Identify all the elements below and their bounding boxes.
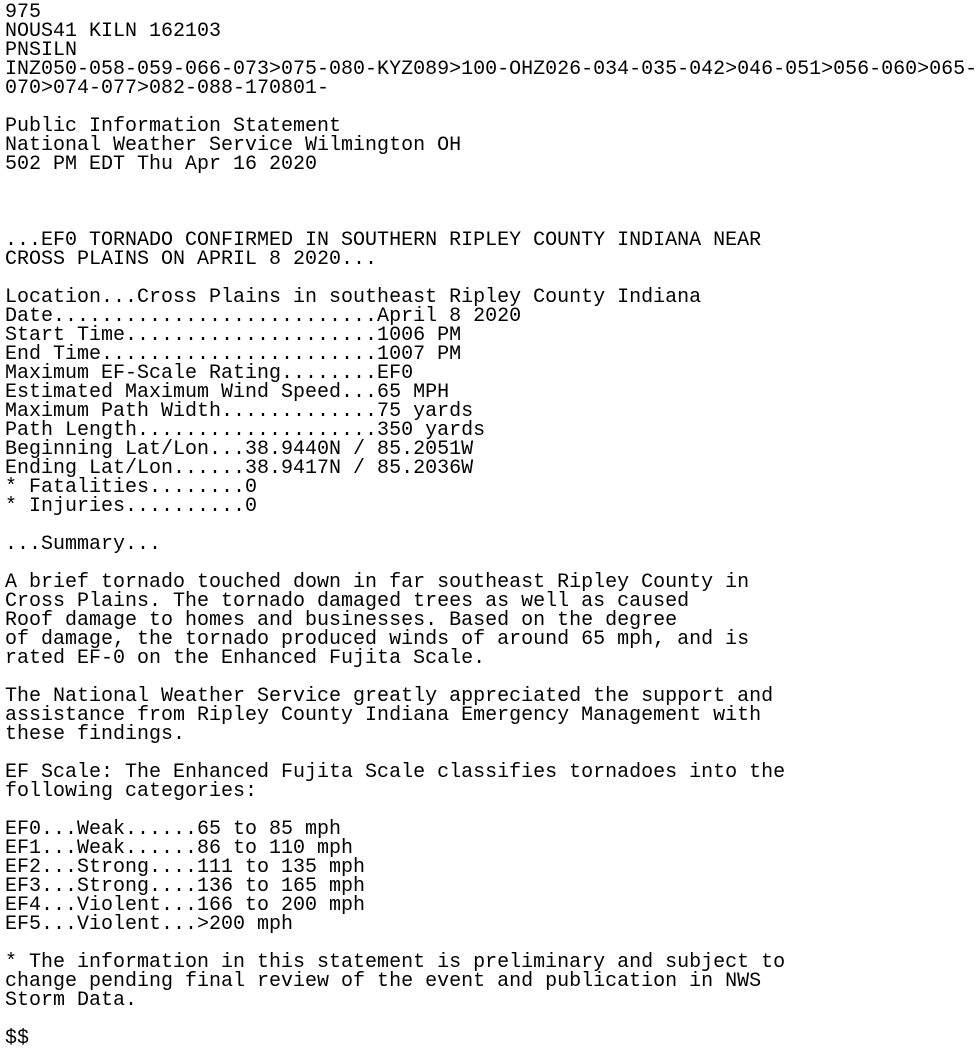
detail-ef-rating: Maximum EF-Scale Rating........EF0 — [5, 362, 414, 385]
ef-scale-intro-line: EF Scale: The Enhanced Fujita Scale classifies tornadoes into the — [5, 761, 786, 784]
zone-codes-line-1: INZ050-058-059-066-073>075-080-KYZ089>100-OHZ026-034-035-042>046-051>056-060>065- — [5, 58, 978, 81]
detail-start-time: Start Time.....................1006 PM — [5, 324, 462, 347]
summary-text-line: Roof damage to homes and businesses. Based on the degree — [5, 609, 678, 632]
ef-scale-category: EF5...Violent...>200 mph — [5, 913, 294, 936]
public-information-statement — [5, 3, 979, 1048]
ef-scale-category: EF3...Strong....136 to 165 mph — [5, 875, 366, 898]
disclaimer-line: * The information in this statement is preliminary and subject to — [5, 951, 786, 974]
blank-line — [5, 1010, 979, 1029]
detail-begin-latlon: Beginning Lat/Lon...38.9440N / 85.2051W — [5, 438, 474, 461]
headline-line-2: CROSS PLAINS ON APRIL 8 2020... — [5, 248, 378, 271]
product-id: 975 — [5, 1, 42, 24]
ef-scale-category: EF1...Weak......86 to 110 mph — [5, 837, 354, 860]
detail-wind-speed: Estimated Maximum Wind Speed...65 MPH — [5, 381, 450, 404]
wmo-header: NOUS41 KILN 162103 — [5, 20, 222, 43]
detail-injuries: * Injuries..........0 — [5, 495, 258, 518]
acknowledgement-line: these findings. — [5, 723, 186, 746]
blank-line — [5, 174, 979, 193]
detail-path-width: Maximum Path Width.............75 yards — [5, 400, 474, 423]
ef-scale-category: EF4...Violent...166 to 200 mph — [5, 894, 366, 917]
acknowledgement-line: The National Weather Service greatly appreciated the support and — [5, 685, 774, 708]
awips-id: PNSILN — [5, 39, 78, 62]
detail-location: Location...Cross Plains in southeast Ripley County Indiana — [5, 286, 702, 309]
summary-text-line: Cross Plains. The tornado damaged trees as well as caused — [5, 590, 690, 613]
ef-scale-category: EF2...Strong....111 to 135 mph — [5, 856, 366, 879]
disclaimer-line: change pending final review of the event and publication in NWS — [5, 970, 762, 993]
end-marker: $$ — [5, 1027, 30, 1050]
headline-line-1: ...EF0 TORNADO CONFIRMED IN SOUTHERN RIPLEY COUNTY INDIANA NEAR — [5, 229, 762, 252]
detail-end-latlon: Ending Lat/Lon......38.9417N / 85.2036W — [5, 457, 474, 480]
detail-path-length: Path Length....................350 yards — [5, 419, 486, 442]
summary-heading: ...Summary... — [5, 533, 162, 556]
acknowledgement-line: assistance from Ripley County Indiana Emergency Management with — [5, 704, 762, 727]
ef-scale-intro-line: following categories: — [5, 780, 258, 803]
issuing-office: National Weather Service Wilmington OH — [5, 134, 462, 157]
detail-end-time: End Time.......................1007 PM — [5, 343, 462, 366]
ef-scale-category: EF0...Weak......65 to 85 mph — [5, 818, 342, 841]
disclaimer-line: Storm Data. — [5, 989, 138, 1012]
detail-date: Date...........................April 8 2020 — [5, 305, 522, 328]
summary-text-line: rated EF-0 on the Enhanced Fujita Scale. — [5, 647, 486, 670]
statement-title: Public Information Statement — [5, 115, 342, 138]
blank-line — [5, 193, 979, 212]
zone-codes-line-2: 070>074-077>082-088-170801- — [5, 77, 330, 100]
summary-text-line: of damage, the tornado produced winds of around 65 mph, and is — [5, 628, 750, 651]
detail-fatalities: * Fatalities........0 — [5, 476, 258, 499]
summary-text-line: A brief tornado touched down in far southeast Ripley County in — [5, 571, 750, 594]
issue-time: 502 PM EDT Thu Apr 16 2020 — [5, 153, 318, 176]
